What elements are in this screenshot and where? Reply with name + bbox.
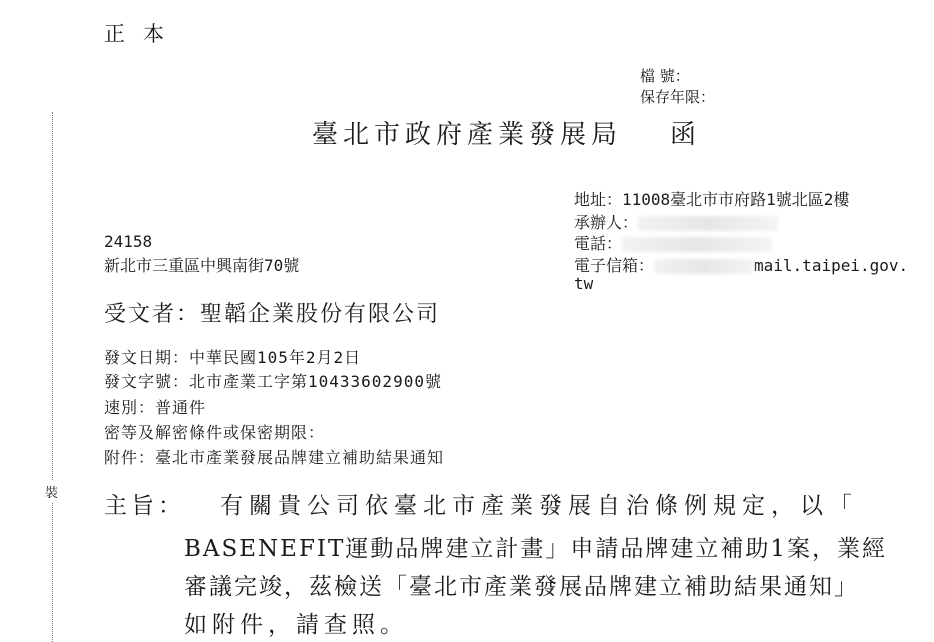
subject-line: 有關貴公司依臺北市產業發展自治條例規定，以「 bbox=[220, 493, 858, 519]
secrecy-level: 密等及解密條件或保密期限： bbox=[104, 423, 326, 442]
sender-handler bbox=[574, 210, 778, 233]
subject-line: BASENEFIT運動品牌建立計畫」申請品牌建立補助1案，業經 bbox=[184, 536, 887, 562]
issue-date: 發文日期：中華民國105年2月2日 bbox=[104, 348, 362, 367]
recipient-address: 新北市三重區中興南街70號 bbox=[104, 256, 300, 275]
archive-number-label: 檔 號： bbox=[640, 67, 690, 85]
retention-period-label: 保存年限： bbox=[640, 88, 716, 106]
recipient: 受文者：聖韜企業股份有限公司 bbox=[104, 302, 441, 327]
sender-address: 地址：11008臺北市市府路1號北區2樓 bbox=[574, 190, 850, 209]
handler-label: 承辦人： bbox=[574, 213, 639, 232]
sender-email bbox=[574, 253, 908, 276]
redaction-blur bbox=[622, 237, 772, 252]
recipient-zip: 24158 bbox=[104, 232, 153, 251]
email-label: 電子信箱： bbox=[574, 256, 655, 275]
redaction-blur bbox=[654, 259, 754, 274]
sender-phone bbox=[574, 231, 772, 254]
subject-label: 主旨： bbox=[104, 493, 185, 519]
subject-line: 如附件，請查照。 bbox=[184, 612, 408, 638]
document-type: 函 bbox=[670, 120, 697, 150]
binding-mark: 裝 bbox=[45, 480, 58, 503]
email-visible: mail.taipei.gov. bbox=[754, 256, 909, 275]
attachment: 附件：臺北市產業發展品牌建立補助結果通知 bbox=[104, 448, 445, 467]
delivery-speed: 速別：普通件 bbox=[104, 398, 207, 417]
document-number: 發文字號：北市產業工字第10433602900號 bbox=[104, 372, 442, 391]
retention-period bbox=[640, 86, 715, 107]
phone-label: 電話： bbox=[574, 234, 623, 253]
subject-line: 審議完竣，茲檢送「臺北市產業發展品牌建立補助結果通知」 bbox=[184, 574, 859, 600]
agency-title: 臺北市政府產業發展局 bbox=[312, 120, 623, 150]
email-wrap: tw bbox=[574, 274, 594, 293]
copy-type: 正本 bbox=[104, 22, 182, 46]
archive-number bbox=[640, 65, 690, 86]
redaction-blur bbox=[638, 216, 778, 231]
binding-line bbox=[52, 112, 53, 642]
